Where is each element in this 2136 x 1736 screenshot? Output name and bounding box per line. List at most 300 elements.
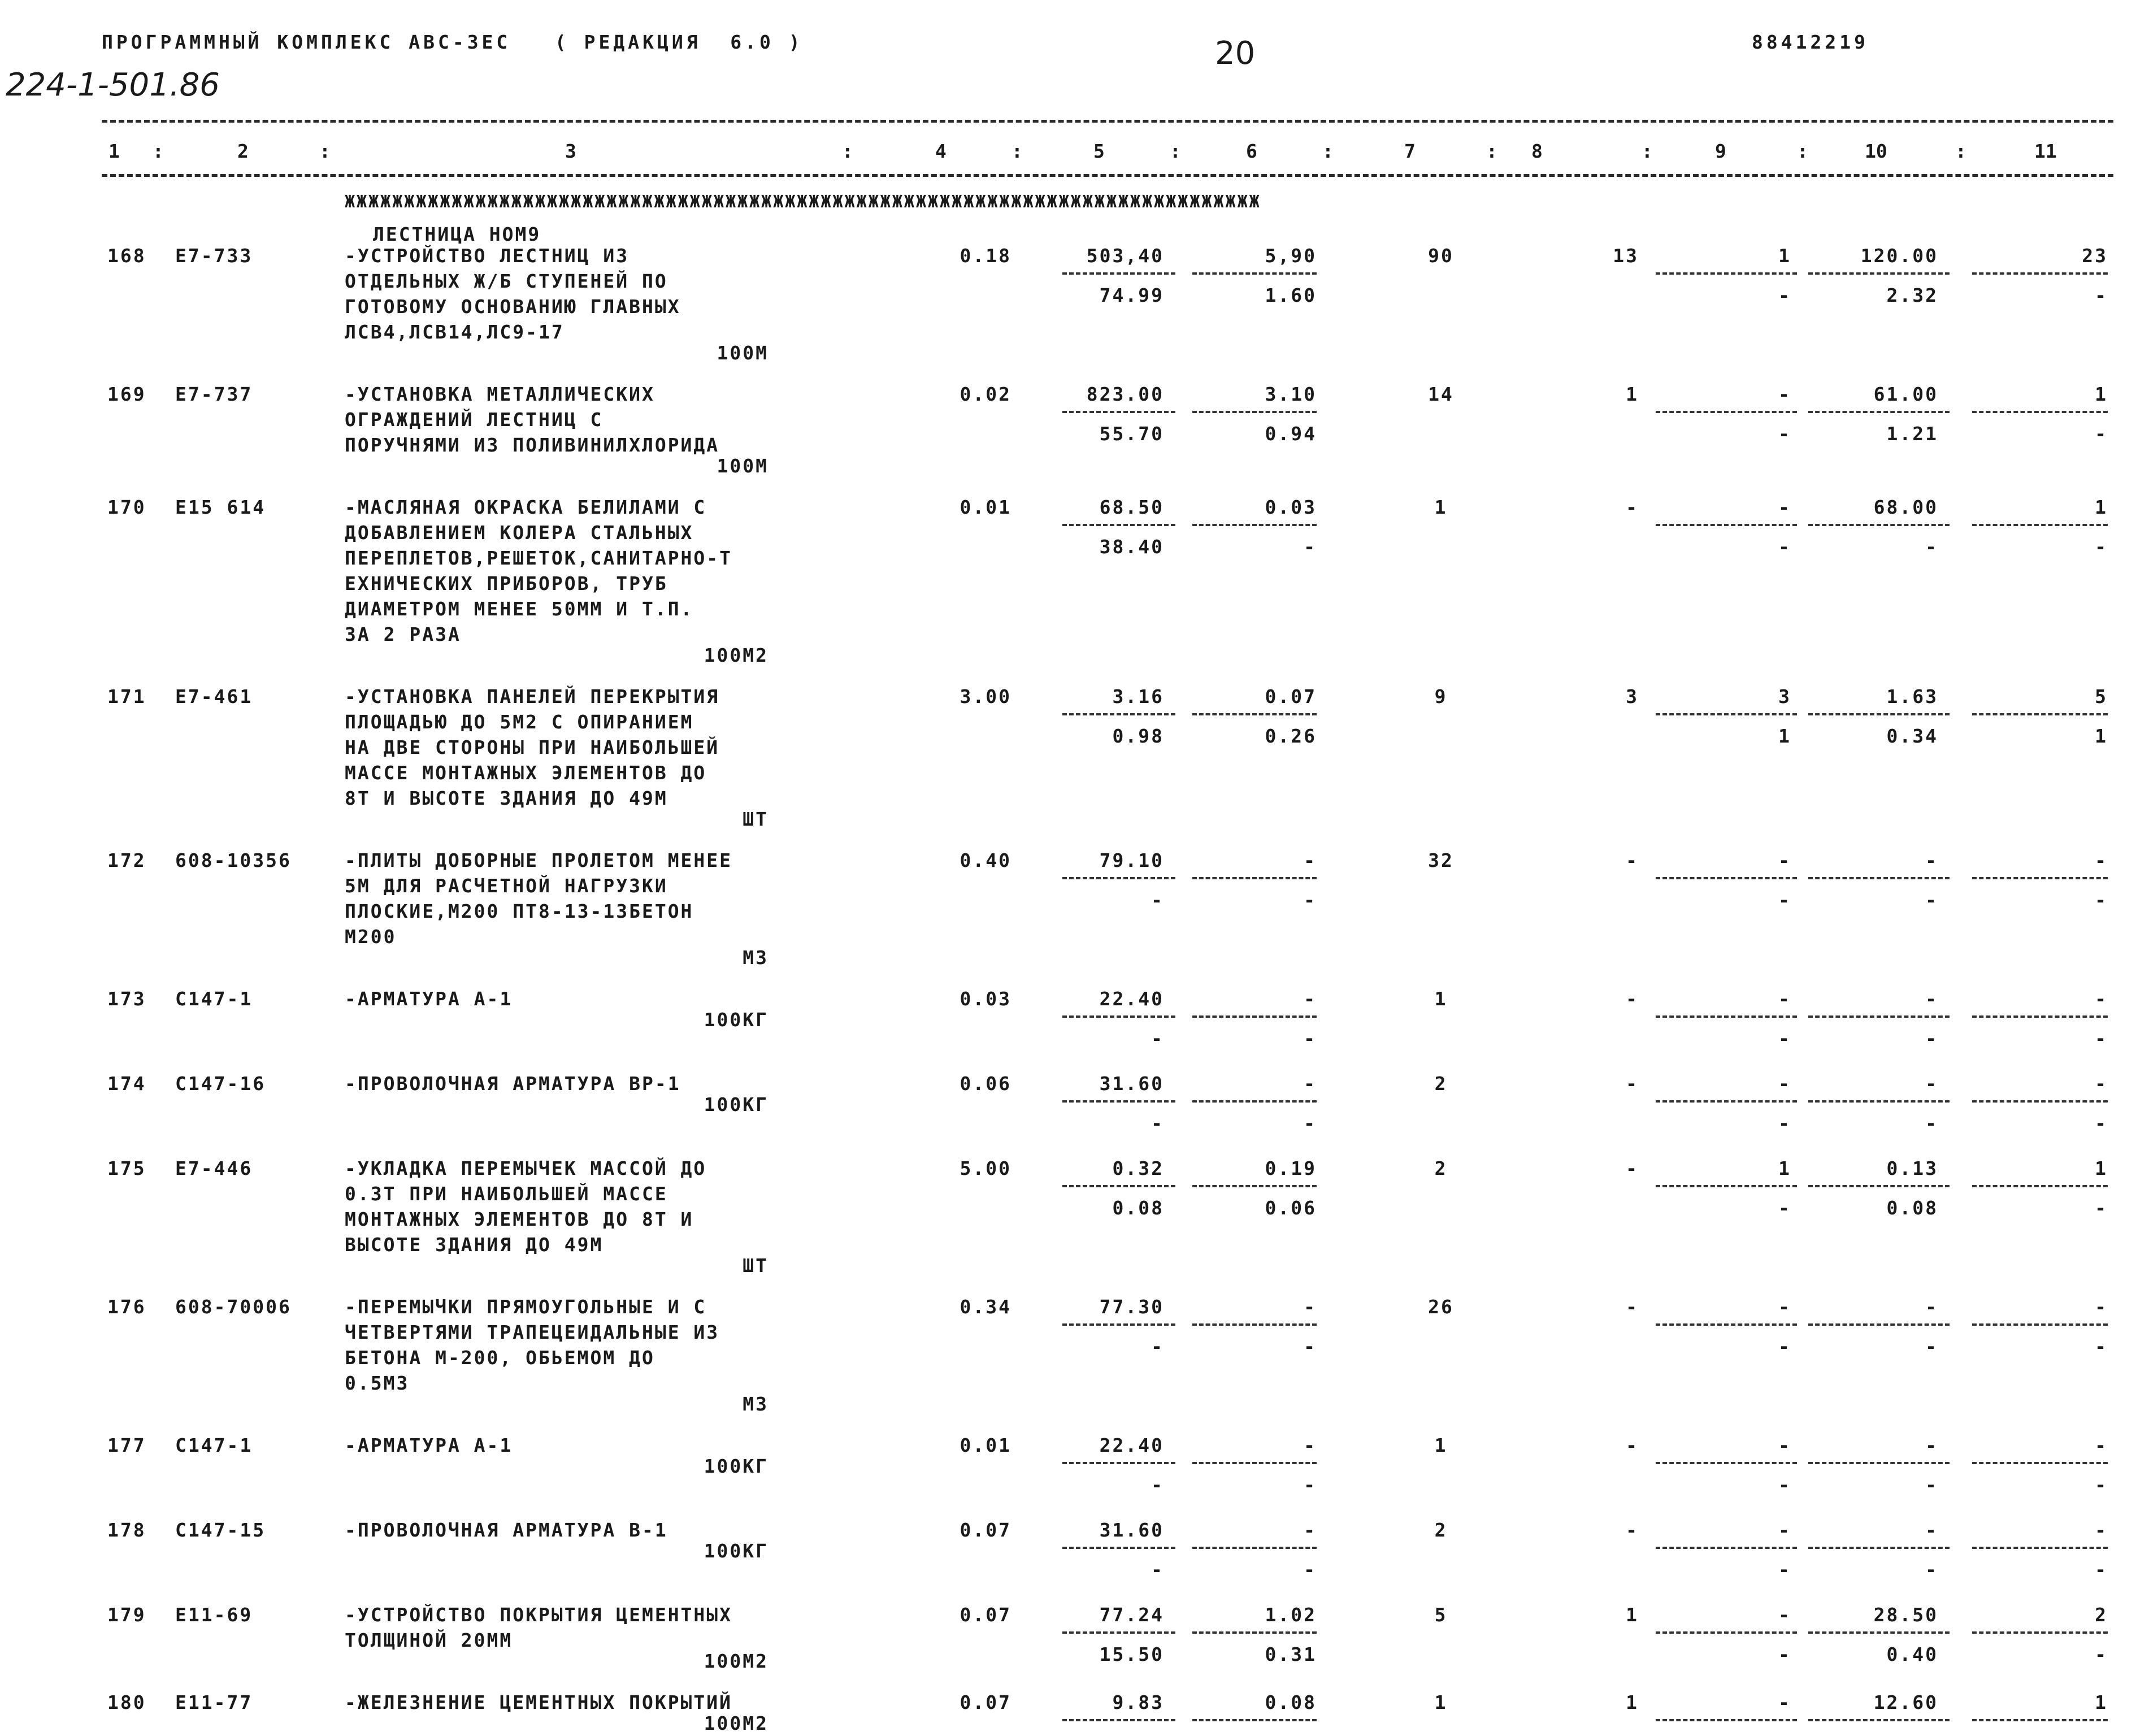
- value-col-11-sub: -: [2095, 536, 2108, 558]
- value-col-10: 68.00: [1873, 496, 1938, 518]
- row-code: С147-1: [175, 1434, 253, 1456]
- value-col-11: 1: [2095, 1157, 2108, 1179]
- value-col-11: 23: [2082, 245, 2108, 267]
- row-code: Е7-461: [175, 685, 253, 708]
- value-col-11: 1: [2095, 383, 2108, 405]
- value-col-9-sub: 1: [1778, 725, 1791, 747]
- row-description-line: ЧЕТВЕРТЯМИ ТРАПЕЦЕИДАЛЬНЫЕ ИЗ: [345, 1321, 720, 1343]
- value-col-5: 9.83: [1112, 1691, 1164, 1713]
- value-col-7: 90: [1428, 245, 1454, 267]
- value-col-5: 31.60: [1099, 1073, 1164, 1095]
- value-col-6-sub: -: [1304, 889, 1317, 911]
- row-number: 170: [107, 496, 146, 518]
- value-col-10: -: [1925, 1073, 1938, 1095]
- value-col-9: 3: [1778, 685, 1791, 708]
- subtotal-dash-rule: [1656, 1100, 1797, 1103]
- row-description-line: ЕХНИЧЕСКИХ ПРИБОРОВ, ТРУБ: [345, 572, 668, 594]
- row-description-line: -ПРОВОЛОЧНАЯ АРМАТУРА В-1: [345, 1519, 668, 1541]
- column-separator: :: [842, 140, 853, 162]
- value-col-6-sub: 0.06: [1265, 1197, 1317, 1219]
- subtotal-dash-rule: [1062, 1185, 1175, 1187]
- value-col-6: 0.19: [1265, 1157, 1317, 1179]
- subtotal-dash-rule: [1192, 272, 1317, 275]
- value-col-6-sub: -: [1304, 1335, 1317, 1357]
- row-unit: 100М: [717, 342, 769, 364]
- value-col-9-sub: -: [1778, 536, 1791, 558]
- subtotal-dash-rule: [1972, 877, 2108, 879]
- value-col-8: -: [1626, 496, 1639, 518]
- value-col-5: 503,40: [1086, 245, 1164, 267]
- value-col-7: 9: [1434, 685, 1448, 708]
- subtotal-dash-rule: [1656, 1462, 1797, 1464]
- row-description-line: -УСТАНОВКА МЕТАЛЛИЧЕСКИХ: [345, 383, 655, 405]
- value-col-5: 3.16: [1112, 685, 1164, 708]
- subtotal-dash-rule: [1062, 1015, 1175, 1018]
- value-col-10-sub: -: [1925, 889, 1938, 911]
- subtotal-dash-rule: [1972, 1547, 2108, 1549]
- subtotal-dash-rule: [1062, 272, 1175, 275]
- row-description-line: -АРМАТУРА А-1: [345, 988, 513, 1010]
- value-col-7: 32: [1428, 849, 1454, 871]
- value-col-11-sub: -: [2095, 889, 2108, 911]
- value-col-11-sub: -: [2095, 1559, 2108, 1581]
- value-col-9: -: [1778, 1691, 1791, 1713]
- value-col-7: 1: [1434, 1434, 1448, 1456]
- row-description-line: -УСТРОЙСТВО ПОКРЫТИЯ ЦЕМЕНТНЫХ: [345, 1604, 733, 1626]
- column-number-2: 2: [237, 140, 249, 162]
- subtotal-dash-rule: [1192, 713, 1317, 715]
- value-col-4: 3.00: [960, 685, 1011, 708]
- subtotal-dash-rule: [1062, 1100, 1175, 1103]
- subtotal-dash-rule: [1808, 1100, 1950, 1103]
- value-col-11: -: [2095, 849, 2108, 871]
- row-description-line: -ЖЕЛЕЗНЕНИЕ ЦЕМЕНТНЫХ ПОКРЫТИЙ: [345, 1691, 733, 1713]
- value-col-9: -: [1778, 383, 1791, 405]
- row-code: 608-10356: [175, 849, 292, 871]
- section-title: ЛЕСТНИЦА НОМ9: [373, 223, 541, 245]
- value-col-11-sub: -: [2095, 284, 2108, 306]
- column-number-7: 7: [1404, 140, 1416, 162]
- subtotal-dash-rule: [1972, 524, 2108, 526]
- row-number: 171: [107, 685, 146, 708]
- subtotal-dash-rule: [1972, 272, 2108, 275]
- subtotal-dash-rule: [1062, 877, 1175, 879]
- subtotal-dash-rule: [1656, 1185, 1797, 1187]
- value-col-9-sub: -: [1778, 889, 1791, 911]
- value-col-11-sub: -: [2095, 1112, 2108, 1134]
- column-separator: :: [1322, 140, 1334, 162]
- value-col-7: 2: [1434, 1157, 1448, 1179]
- value-col-11: 2: [2095, 1604, 2108, 1626]
- value-col-6-sub: -: [1304, 1027, 1317, 1049]
- value-col-7: 14: [1428, 383, 1454, 405]
- value-col-5-sub: 15.50: [1099, 1643, 1164, 1665]
- value-col-11: -: [2095, 988, 2108, 1010]
- value-col-9-sub: -: [1778, 1112, 1791, 1134]
- value-col-4: 0.34: [960, 1296, 1011, 1318]
- subtotal-dash-rule: [1808, 1185, 1950, 1187]
- row-description-line: ГОТОВОМУ ОСНОВАНИЮ ГЛАВНЫХ: [345, 296, 681, 318]
- value-col-9-sub: -: [1778, 1643, 1791, 1665]
- row-description-line: -УКЛАДКА ПЕРЕМЫЧЕК МАССОЙ ДО: [345, 1157, 707, 1179]
- subtotal-dash-rule: [1808, 1462, 1950, 1464]
- value-col-6-sub: 0.31: [1265, 1643, 1317, 1665]
- subtotal-dash-rule: [1972, 1631, 2108, 1634]
- subtotal-dash-rule: [1808, 1015, 1950, 1018]
- value-col-4: 0.07: [960, 1691, 1011, 1713]
- value-col-5-sub: -: [1151, 1027, 1164, 1049]
- value-col-11-sub: 1: [2095, 725, 2108, 747]
- value-col-5: 77.30: [1099, 1296, 1164, 1318]
- row-description-line: 5М ДЛЯ РАСЧЕТНОЙ НАГРУЗКИ: [345, 875, 668, 897]
- value-col-6: -: [1304, 1073, 1317, 1095]
- row-description-line: -ПЛИТЫ ДОБОРНЫЕ ПРОЛЕТОМ МЕНЕЕ: [345, 849, 733, 871]
- row-code: С147-15: [175, 1519, 266, 1541]
- subtotal-dash-rule: [1192, 877, 1317, 879]
- subtotal-dash-rule: [1656, 1631, 1797, 1634]
- column-separator: :: [1955, 140, 1966, 162]
- subtotal-dash-rule: [1972, 1719, 2108, 1721]
- value-col-4: 0.40: [960, 849, 1011, 871]
- row-description-line: -УСТРОЙСТВО ЛЕСТНИЦ ИЗ: [345, 245, 629, 267]
- row-unit: 100КГ: [704, 1455, 769, 1477]
- row-description-line: ЗА 2 РАЗА: [345, 623, 461, 645]
- value-col-6: 0.03: [1265, 496, 1317, 518]
- value-col-6: -: [1304, 1519, 1317, 1541]
- value-col-6-sub: 1.60: [1265, 284, 1317, 306]
- value-col-10-sub: -: [1925, 1027, 1938, 1049]
- column-number-5: 5: [1093, 140, 1105, 162]
- value-col-9-sub: -: [1778, 284, 1791, 306]
- row-code: С147-16: [175, 1073, 266, 1095]
- value-col-10: -: [1925, 988, 1938, 1010]
- subtotal-dash-rule: [1656, 1323, 1797, 1326]
- value-col-11: 1: [2095, 1691, 2108, 1713]
- value-col-5: 68.50: [1099, 496, 1164, 518]
- value-col-10-sub: -: [1925, 536, 1938, 558]
- value-col-9: -: [1778, 1434, 1791, 1456]
- column-separator: :: [1011, 140, 1023, 162]
- value-col-11-sub: -: [2095, 1474, 2108, 1496]
- subtotal-dash-rule: [1062, 1462, 1175, 1464]
- value-col-9: -: [1778, 988, 1791, 1010]
- subtotal-dash-rule: [1192, 1100, 1317, 1103]
- value-col-5: 31.60: [1099, 1519, 1164, 1541]
- row-unit: 100КГ: [704, 1009, 769, 1031]
- value-col-6-sub: -: [1304, 1559, 1317, 1581]
- row-code: Е7-737: [175, 383, 253, 405]
- value-col-5-sub: 0.08: [1112, 1197, 1164, 1219]
- value-col-8: -: [1626, 1296, 1639, 1318]
- column-separator: :: [319, 140, 331, 162]
- subtotal-dash-rule: [1972, 1323, 2108, 1326]
- row-number: 176: [107, 1296, 146, 1318]
- subtotal-dash-rule: [1062, 524, 1175, 526]
- program-header: ПРОГРАММНЫЙ КОМПЛЕКС АВС-ЗЕС ( РЕДАКЦИЯ 6.0 ): [102, 31, 804, 53]
- page-number: 20: [1215, 35, 1256, 72]
- section-equals-rule: ЖЖЖЖЖЖЖЖЖЖЖЖЖЖЖЖЖЖЖЖЖЖЖЖЖЖЖЖЖЖЖЖЖЖЖЖЖЖЖЖЖЖЖЖЖЖЖЖЖЖЖЖЖЖЖЖЖЖЖЖЖЖЖЖЖЖЖЖЖЖЖЖЖЖЖЖЖ: [345, 192, 1261, 212]
- value-col-7: 1: [1434, 1691, 1448, 1713]
- subtotal-dash-rule: [1808, 1547, 1950, 1549]
- row-unit: М3: [743, 1393, 769, 1415]
- subtotal-dash-rule: [1656, 1547, 1797, 1549]
- row-description-line: МОНТАЖНЫХ ЭЛЕМЕНТОВ ДО 8Т И: [345, 1208, 694, 1230]
- value-col-6-sub: -: [1304, 1474, 1317, 1496]
- value-col-10-sub: 0.40: [1886, 1643, 1938, 1665]
- value-col-5-sub: 38.40: [1099, 536, 1164, 558]
- value-col-7: 26: [1428, 1296, 1454, 1318]
- subtotal-dash-rule: [1808, 272, 1950, 275]
- subtotal-dash-rule: [1808, 524, 1950, 526]
- row-unit: ШТ: [743, 808, 769, 830]
- row-number: 180: [107, 1691, 146, 1713]
- value-col-10-sub: 0.08: [1886, 1197, 1938, 1219]
- value-col-5: 22.40: [1099, 988, 1164, 1010]
- subtotal-dash-rule: [1192, 1719, 1317, 1721]
- row-description-line: 0.5М3: [345, 1372, 410, 1394]
- subtotal-dash-rule: [1972, 1462, 2108, 1464]
- row-number: 177: [107, 1434, 146, 1456]
- subtotal-dash-rule: [1972, 1015, 2108, 1018]
- value-col-10-sub: -: [1925, 1559, 1938, 1581]
- column-separator: :: [1170, 140, 1181, 162]
- row-description-line: ДОБАВЛЕНИЕМ КОЛЕРА СТАЛЬНЫХ: [345, 522, 694, 544]
- row-unit: 100М2: [704, 644, 769, 666]
- value-col-9: -: [1778, 496, 1791, 518]
- value-col-5: 79.10: [1099, 849, 1164, 871]
- row-number: 175: [107, 1157, 146, 1179]
- column-number-8: 8: [1531, 140, 1543, 162]
- value-col-10: -: [1925, 849, 1938, 871]
- column-number-11: 11: [2034, 140, 2057, 162]
- value-col-8: 1: [1626, 1691, 1639, 1713]
- value-col-10: 0.13: [1886, 1157, 1938, 1179]
- row-description-line: -МАСЛЯНАЯ ОКРАСКА БЕЛИЛАМИ С: [345, 496, 707, 518]
- value-col-9-sub: -: [1778, 1474, 1791, 1496]
- subtotal-dash-rule: [1062, 1631, 1175, 1634]
- value-col-5: 0.32: [1112, 1157, 1164, 1179]
- value-col-11: -: [2095, 1434, 2108, 1456]
- value-col-5: 22.40: [1099, 1434, 1164, 1456]
- value-col-9-sub: -: [1778, 1197, 1791, 1219]
- value-col-10: 12.60: [1873, 1691, 1938, 1713]
- subtotal-dash-rule: [1656, 272, 1797, 275]
- value-col-7: 1: [1434, 988, 1448, 1010]
- value-col-8: -: [1626, 1157, 1639, 1179]
- subtotal-dash-rule: [1656, 877, 1797, 879]
- row-number: 168: [107, 245, 146, 267]
- value-col-11-sub: -: [2095, 1335, 2108, 1357]
- column-number-4: 4: [935, 140, 947, 162]
- row-description-line: ПЛОЩАДЬЮ ДО 5М2 С ОПИРАНИЕМ: [345, 711, 694, 733]
- value-col-5-sub: -: [1151, 1474, 1164, 1496]
- column-separator: :: [1797, 140, 1808, 162]
- subtotal-dash-rule: [1972, 1185, 2108, 1187]
- value-col-10-sub: 0.34: [1886, 725, 1938, 747]
- value-col-10: 1.63: [1886, 685, 1938, 708]
- row-unit: 100М2: [704, 1650, 769, 1672]
- row-unit: 100М2: [704, 1712, 769, 1734]
- row-description-line: 8Т И ВЫСОТЕ ЗДАНИЯ ДО 49М: [345, 787, 668, 809]
- row-description-line: ПЛОСКИЕ,М200 ПТ8-13-13БЕТОН: [345, 900, 694, 922]
- row-description-line: ДИАМЕТРОМ МЕНЕЕ 50ММ И Т.П.: [345, 598, 694, 620]
- subtotal-dash-rule: [1656, 1719, 1797, 1721]
- row-description-line: ПЕРЕПЛЕТОВ,РЕШЕТОК,САНИТАРНО-Т: [345, 547, 733, 569]
- subtotal-dash-rule: [1192, 1631, 1317, 1634]
- row-unit: 100М: [717, 455, 769, 477]
- value-col-7: 1: [1434, 496, 1448, 518]
- value-col-8: 1: [1626, 383, 1639, 405]
- row-description-line: ЛСВ4,ЛСВ14,ЛС9-17: [345, 321, 565, 343]
- value-col-11-sub: -: [2095, 1197, 2108, 1219]
- column-number-9: 9: [1715, 140, 1726, 162]
- column-separator: :: [153, 140, 164, 162]
- subtotal-dash-rule: [1062, 411, 1175, 413]
- value-col-6: -: [1304, 988, 1317, 1010]
- row-description-line: НА ДВЕ СТОРОНЫ ПРИ НАИБОЛЬШЕЙ: [345, 736, 720, 758]
- value-col-4: 0.01: [960, 496, 1011, 518]
- value-col-8: 3: [1626, 685, 1639, 708]
- row-unit: 100КГ: [704, 1093, 769, 1116]
- value-col-8: -: [1626, 1073, 1639, 1095]
- subtotal-dash-rule: [1062, 1323, 1175, 1326]
- row-number: 179: [107, 1604, 146, 1626]
- document-code: 88412219: [1752, 31, 1869, 53]
- row-code: Е15 614: [175, 496, 266, 518]
- subtotal-dash-rule: [1808, 1631, 1950, 1634]
- value-col-6: 0.07: [1265, 685, 1317, 708]
- value-col-9: -: [1778, 849, 1791, 871]
- subtotal-dash-rule: [1808, 877, 1950, 879]
- subtotal-dash-rule: [1808, 713, 1950, 715]
- value-col-9: 1: [1778, 245, 1791, 267]
- value-col-11: 1: [2095, 496, 2108, 518]
- subtotal-dash-rule: [1192, 524, 1317, 526]
- row-code: Е11-77: [175, 1691, 253, 1713]
- row-description-line: ТОЛЩИНОЙ 20ММ: [345, 1629, 513, 1651]
- value-col-6-sub: 0.26: [1265, 725, 1317, 747]
- value-col-11: -: [2095, 1296, 2108, 1318]
- subtotal-dash-rule: [1192, 1547, 1317, 1549]
- value-col-7: 2: [1434, 1519, 1448, 1541]
- value-col-4: 0.18: [960, 245, 1011, 267]
- row-code: Е11-69: [175, 1604, 253, 1626]
- subtotal-dash-rule: [1808, 1719, 1950, 1721]
- value-col-6: 5,90: [1265, 245, 1317, 267]
- value-col-8: -: [1626, 1519, 1639, 1541]
- row-description-line: ОГРАЖДЕНИЙ ЛЕСТНИЦ С: [345, 409, 604, 431]
- value-col-10: 28.50: [1873, 1604, 1938, 1626]
- value-col-5-sub: -: [1151, 889, 1164, 911]
- value-col-6: -: [1304, 849, 1317, 871]
- row-code: Е7-446: [175, 1157, 253, 1179]
- value-col-9: -: [1778, 1296, 1791, 1318]
- value-col-4: 0.07: [960, 1604, 1011, 1626]
- subtotal-dash-rule: [1808, 1323, 1950, 1326]
- row-code: 608-70006: [175, 1296, 292, 1318]
- row-number: 178: [107, 1519, 146, 1541]
- value-col-9-sub: -: [1778, 423, 1791, 445]
- value-col-4: 0.03: [960, 988, 1011, 1010]
- value-col-10-sub: 2.32: [1886, 284, 1938, 306]
- value-col-9-sub: -: [1778, 1335, 1791, 1357]
- row-description-line: МАССЕ МОНТАЖНЫХ ЭЛЕМЕНТОВ ДО: [345, 762, 707, 784]
- value-col-8: -: [1626, 849, 1639, 871]
- row-description-line: -УСТАНОВКА ПАНЕЛЕЙ ПЕРЕКРЫТИЯ: [345, 685, 720, 708]
- subtotal-dash-rule: [1972, 411, 2108, 413]
- value-col-6: 0.08: [1265, 1691, 1317, 1713]
- row-unit: ШТ: [743, 1255, 769, 1277]
- value-col-5: 823.00: [1086, 383, 1164, 405]
- row-number: 172: [107, 849, 146, 871]
- row-description-line: -ПРОВОЛОЧНАЯ АРМАТУРА ВР-1: [345, 1073, 681, 1095]
- value-col-11-sub: -: [2095, 423, 2108, 445]
- subtotal-dash-rule: [1192, 1462, 1317, 1464]
- row-code: С147-1: [175, 988, 253, 1010]
- value-col-11: -: [2095, 1073, 2108, 1095]
- value-col-11-sub: -: [2095, 1643, 2108, 1665]
- row-description-line: ПОРУЧНЯМИ ИЗ ПОЛИВИНИЛХЛОРИДА: [345, 434, 720, 456]
- row-code: Е7-733: [175, 245, 253, 267]
- column-number-10: 10: [1865, 140, 1887, 162]
- value-col-10: 61.00: [1873, 383, 1938, 405]
- subtotal-dash-rule: [1808, 411, 1950, 413]
- column-number-3: 3: [565, 140, 576, 162]
- subtotal-dash-rule: [1062, 713, 1175, 715]
- value-col-10-sub: -: [1925, 1474, 1938, 1496]
- header-top-rule: [102, 120, 2113, 123]
- value-col-6: -: [1304, 1434, 1317, 1456]
- value-col-7: 2: [1434, 1073, 1448, 1095]
- value-col-4: 0.06: [960, 1073, 1011, 1095]
- value-col-8: 1: [1626, 1604, 1639, 1626]
- value-col-6-sub: -: [1304, 1112, 1317, 1134]
- subtotal-dash-rule: [1972, 1100, 2108, 1103]
- value-col-10: -: [1925, 1434, 1938, 1456]
- value-col-6: -: [1304, 1296, 1317, 1318]
- header-bottom-rule: [102, 174, 2113, 177]
- value-col-9-sub: -: [1778, 1559, 1791, 1581]
- value-col-6-sub: -: [1304, 536, 1317, 558]
- column-separator: :: [1486, 140, 1497, 162]
- value-col-10-sub: -: [1925, 1335, 1938, 1357]
- value-col-6: 3.10: [1265, 383, 1317, 405]
- value-col-9: 1: [1778, 1157, 1791, 1179]
- row-number: 173: [107, 988, 146, 1010]
- row-description-line: ОТДЕЛЬНЫХ Ж/Б СТУПЕНЕЙ ПО: [345, 270, 668, 292]
- value-col-10: -: [1925, 1519, 1938, 1541]
- row-description-line: М200: [345, 926, 397, 948]
- subtotal-dash-rule: [1656, 1015, 1797, 1018]
- value-col-8: -: [1626, 988, 1639, 1010]
- row-number: 169: [107, 383, 146, 405]
- row-unit: 100КГ: [704, 1540, 769, 1562]
- value-col-5: 77.24: [1099, 1604, 1164, 1626]
- value-col-10: 120.00: [1860, 245, 1938, 267]
- subtotal-dash-rule: [1192, 411, 1317, 413]
- column-separator: :: [1642, 140, 1653, 162]
- row-description-line: БЕТОНА М-200, ОБЬЕМОМ ДО: [345, 1347, 655, 1369]
- value-col-6: 1.02: [1265, 1604, 1317, 1626]
- value-col-9-sub: -: [1778, 1027, 1791, 1049]
- value-col-5-sub: -: [1151, 1335, 1164, 1357]
- row-description-line: -АРМАТУРА А-1: [345, 1434, 513, 1456]
- subtotal-dash-rule: [1192, 1323, 1317, 1326]
- value-col-5-sub: 55.70: [1099, 423, 1164, 445]
- value-col-5-sub: 0.98: [1112, 725, 1164, 747]
- value-col-11: -: [2095, 1519, 2108, 1541]
- subtotal-dash-rule: [1192, 1185, 1317, 1187]
